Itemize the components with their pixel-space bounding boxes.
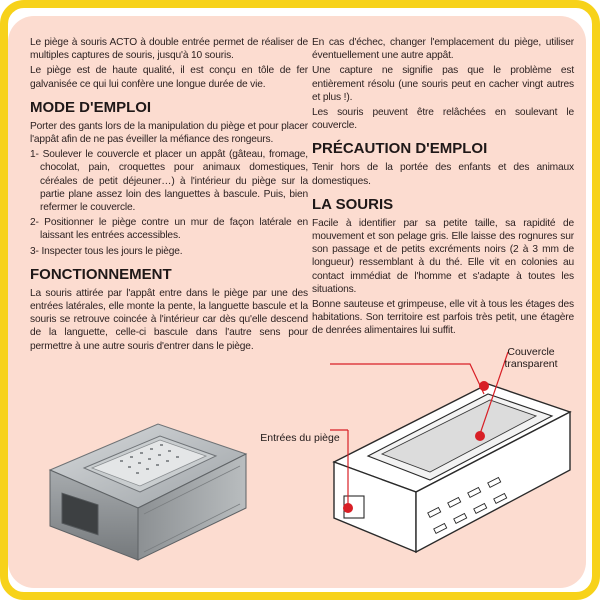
precaution-heading: PRÉCAUTION D'EMPLOI	[312, 140, 488, 158]
right-column	[312, 36, 574, 342]
intro-paragraph-1: Le piège à souris ACTO à double entrée permet de réaliser de multiples captures de souris, jusqu'à 10 souris.	[30, 37, 308, 62]
left-column	[30, 36, 308, 357]
cover-marker-dot	[479, 381, 489, 391]
mode-emploi-paragraph: Porter des gants lors de la manipulation du piège et pour placer l'appât afin de ne pas éveiller la méfiance des rongeurs.	[30, 120, 308, 146]
mode-emploi-steps	[30, 148, 308, 258]
step-item: 2- Positionner le piège contre un mur de façon latérale en laissant les entrées accessibles.	[30, 217, 308, 242]
entries-label: Entrées du piège	[260, 432, 340, 444]
entry-marker-dot	[343, 503, 353, 513]
right-intro-paragraph-2: Une capture ne signifie pas que le problème est entièrement résolu (une souris peut en cacher vingt autres et plus !).	[312, 65, 574, 103]
precaution-paragraph: Tenir hors de la portée des enfants et des animaux domestiques.	[312, 162, 574, 187]
cover-label: Couvercle transparent	[504, 346, 558, 370]
la-souris-heading: LA SOURIS	[312, 195, 394, 213]
fonctionnement-heading: FONCTIONNEMENT	[30, 265, 172, 283]
lid-marker-dot	[475, 431, 485, 441]
trap-diagram	[330, 350, 580, 580]
fonctionnement-paragraph: La souris attirée par l'appât entre dans le piège par une des entrées latérales, elle monte la pente, la languette bascule et la souris se retrouve coincée à l'intérieur car dès qu'elle descend de la languette, celle-ci bascule dans l'autre sens pour permettre à une autre souris d'entrer dans le piège.	[30, 287, 308, 352]
intro-paragraph-2: Le piège est de haute qualité, il est conçu en tôle de fer galvanisée ce qui lui confère une longue durée de vie.	[30, 65, 308, 90]
right-intro-paragraph-3: Les souris peuvent être relâchées en soulevant le couvercle.	[312, 107, 574, 132]
trap-photo	[40, 402, 252, 572]
la-souris-paragraph-2: Bonne sauteuse et grimpeuse, elle vit à tous les étages des habitations. Son territoire est parfois très petit, une étagère de denrées alimentaires lui suffit.	[312, 299, 574, 337]
step-item: 3- Inspecter tous les jours le piège.	[30, 245, 183, 257]
step-item: 1- Soulever le couvercle et placer un appât (gâteau, fromage, chocolat, pain, croquettes pour animaux domestiques, céréales de petit déjeuner…) à l'intérieur du piège sur la partie plane assez loin des languettes à bascule. Puis, bien refermer le couvercle.	[30, 149, 308, 214]
la-souris-paragraph-1: Facile à identifier par sa petite taille, sa rapidité de mouvement et son pelage gris. Elle laisse des rognures sur son passage et de petits excréments noirs (2 à 3 mm de longueur) ressemblant à du thé. Elle vit en colonies au contact immédiat de l'homme et s'adapte à toutes les situations.	[312, 217, 574, 295]
mode-emploi-heading: MODE D'EMPLOI	[30, 98, 152, 116]
right-intro-paragraph-1: En cas d'échec, changer l'emplacement du piège, utiliser éventuellement une autre appât.	[312, 37, 574, 62]
